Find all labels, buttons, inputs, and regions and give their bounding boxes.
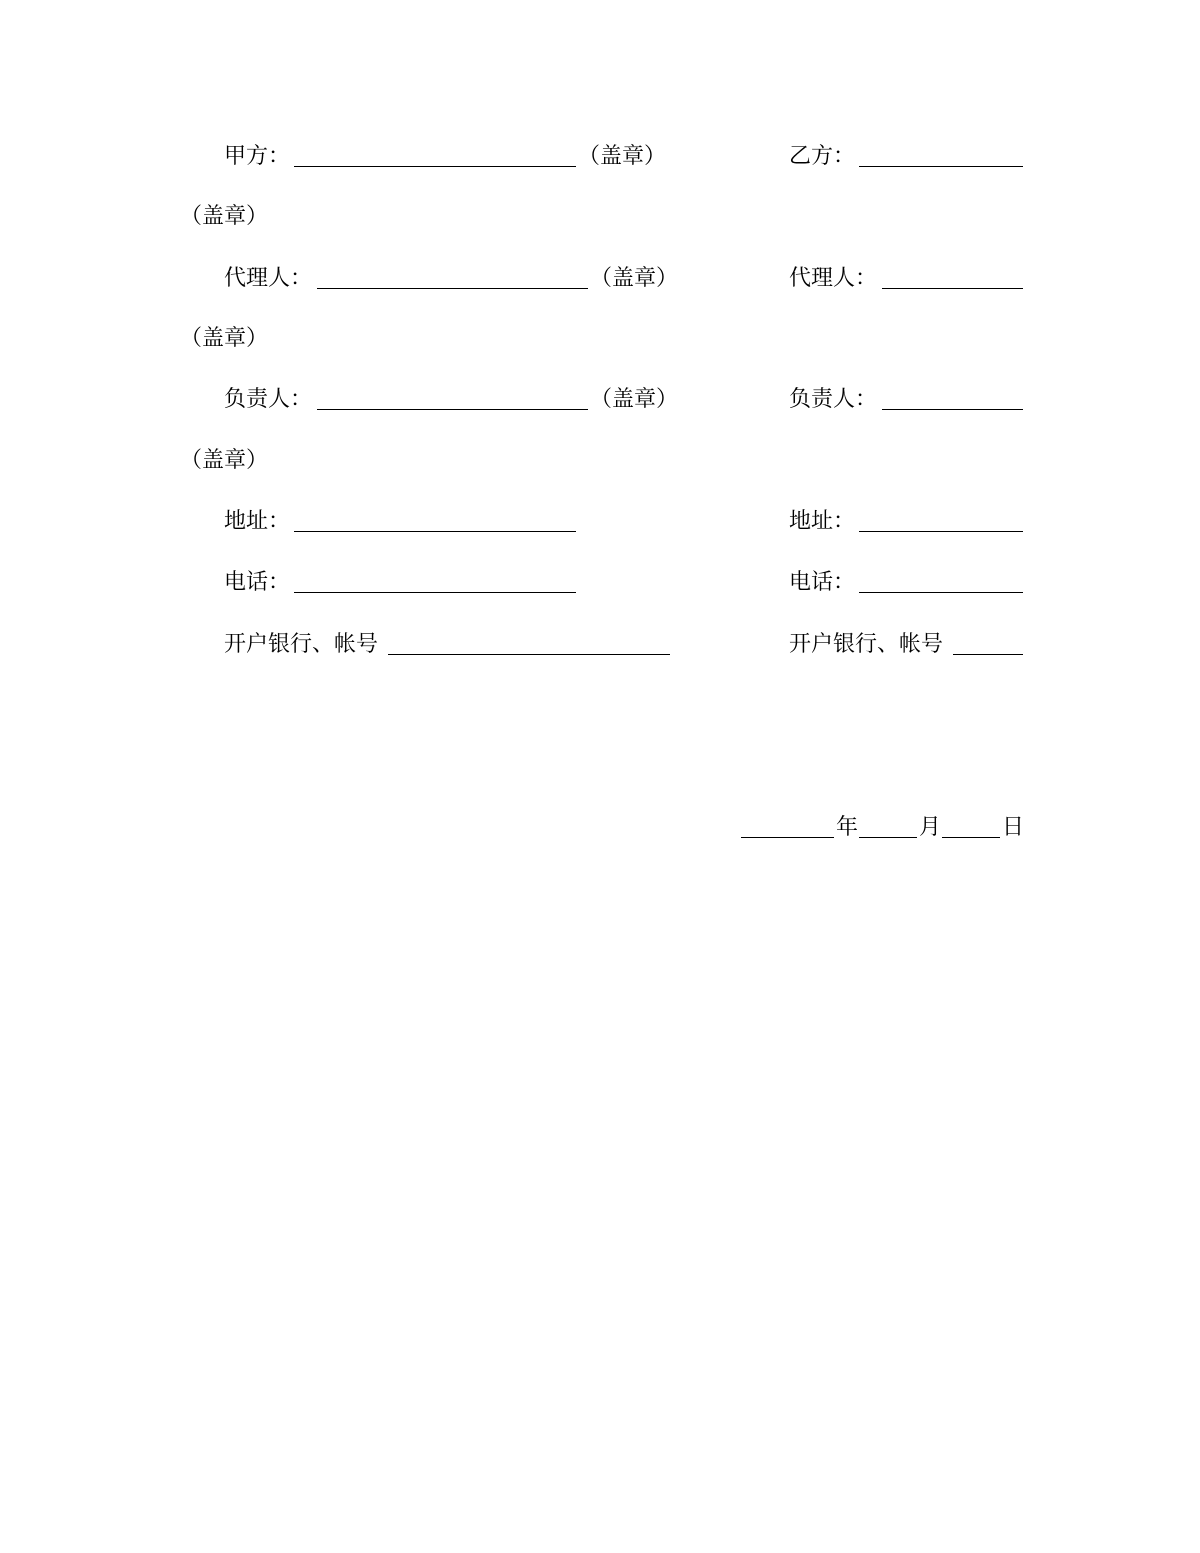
responsible-a-blank[interactable] bbox=[317, 409, 588, 410]
bank-b-label: 开户银行、帐号 bbox=[789, 632, 944, 657]
responsible-a-seal: （盖章） bbox=[590, 387, 679, 412]
party-b-blank[interactable] bbox=[859, 166, 1023, 167]
month-label: 月 bbox=[919, 815, 942, 840]
party-b-label: 乙方： bbox=[789, 144, 856, 169]
address-b-row bbox=[789, 507, 1029, 537]
address-a-label: 地址： bbox=[224, 509, 291, 534]
bank-a-blank[interactable] bbox=[388, 654, 670, 655]
phone-b-label: 电话： bbox=[789, 570, 856, 595]
agent-b-blank[interactable] bbox=[882, 288, 1023, 289]
address-a-blank[interactable] bbox=[294, 531, 576, 532]
party-a-blank[interactable] bbox=[294, 166, 576, 167]
agent-a-seal: （盖章） bbox=[590, 266, 679, 291]
responsible-b-label: 负责人： bbox=[789, 387, 878, 412]
agent-b-label: 代理人： bbox=[789, 266, 878, 291]
phone-a-row bbox=[224, 568, 584, 598]
seal-wrap-3 bbox=[180, 446, 300, 476]
phone-b-blank[interactable] bbox=[859, 592, 1023, 593]
seal-wrap-2-text: （盖章） bbox=[180, 326, 269, 351]
phone-a-blank[interactable] bbox=[294, 592, 576, 593]
month-blank[interactable] bbox=[859, 837, 917, 838]
seal-wrap-1 bbox=[180, 202, 300, 232]
bank-a-row bbox=[224, 630, 684, 660]
seal-wrap-3-text: （盖章） bbox=[180, 448, 269, 473]
responsible-a-label: 负责人： bbox=[224, 387, 313, 412]
phone-b-row bbox=[789, 568, 1029, 598]
responsible-b-blank[interactable] bbox=[882, 409, 1023, 410]
party-a-label: 甲方： bbox=[224, 144, 291, 169]
phone-a-label: 电话： bbox=[224, 570, 291, 595]
party-a-seal: （盖章） bbox=[578, 144, 667, 169]
party-b-row bbox=[789, 142, 1029, 172]
responsible-b-row bbox=[789, 385, 1029, 415]
day-blank[interactable] bbox=[942, 837, 1000, 838]
agent-a-label: 代理人： bbox=[224, 266, 313, 291]
seal-wrap-2 bbox=[180, 324, 300, 354]
address-b-blank[interactable] bbox=[859, 531, 1023, 532]
party-a-row bbox=[224, 142, 684, 172]
day-label: 日 bbox=[1002, 815, 1025, 840]
agent-a-row bbox=[224, 264, 694, 294]
date-line bbox=[741, 813, 1031, 843]
responsible-a-row bbox=[224, 385, 694, 415]
bank-b-row bbox=[789, 630, 1029, 660]
address-a-row bbox=[224, 507, 584, 537]
agent-a-blank[interactable] bbox=[317, 288, 588, 289]
bank-a-label: 开户银行、帐号 bbox=[224, 632, 379, 657]
address-b-label: 地址： bbox=[789, 509, 856, 534]
seal-wrap-1-text: （盖章） bbox=[180, 204, 269, 229]
agent-b-row bbox=[789, 264, 1029, 294]
bank-b-blank[interactable] bbox=[953, 654, 1023, 655]
year-blank[interactable] bbox=[741, 837, 834, 838]
year-label: 年 bbox=[836, 815, 859, 840]
